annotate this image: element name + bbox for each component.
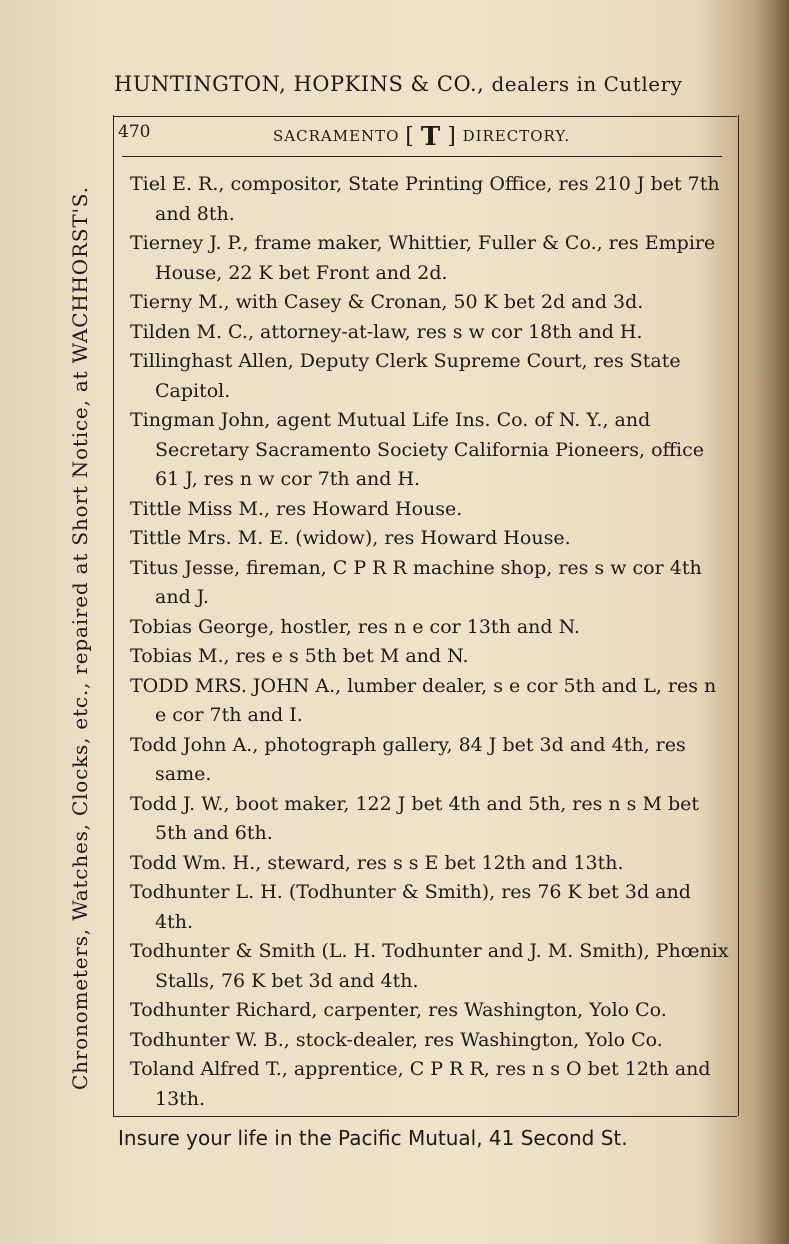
list-item: Tilden M. C., attorney-at-law, res s w cor 18th and H. — [130, 320, 643, 343]
directory-title: SACRAMENTO [ T ] DIRECTORY. — [273, 122, 571, 152]
list-item: Tiel E. R., compositor, State Printing Office, res 210 J bet 7th and 8th. — [130, 173, 720, 225]
header-rule — [122, 156, 722, 157]
list-item: Tobias M., res e s 5th bet M and N. — [130, 645, 469, 667]
list-item: TODD MRS. JOHN A., lumber dealer, s e cor 5th and L, res n e cor 7th and I. — [130, 674, 717, 726]
page-number: 470 — [118, 122, 151, 142]
top-rule — [113, 116, 737, 117]
list-item: Titus Jesse, fireman, C P R R machine shop, res s w cor 4th and J. — [130, 556, 702, 608]
directory-label: DIRECTORY. — [462, 127, 571, 145]
list-item: Todhunter & Smith (L. H. Todhunter and J. M. Smith), Phœnix Stalls, 76 K bet 3d and 4th. — [130, 940, 729, 992]
list-item: Toland Alfred T., apprentice, C P R R, res n s O bet 12th and 13th. — [130, 1058, 711, 1110]
list-item: Tierney J. P., frame maker, Whittier, Fuller & Co., res Empire House, 22 K bet Front and 2d. — [130, 232, 716, 284]
directory-entries — [130, 170, 730, 1114]
list-item: Tobias George, hostler, res n e cor 13th and N. — [130, 615, 581, 638]
list-item: Tittle Miss M., res Howard House. — [130, 497, 463, 520]
advertiser-tagline: dealers in Cutlery — [491, 72, 683, 96]
list-item: Todd John A., photograph gallery, 84 J bet 3d and 4th, res same. — [130, 733, 686, 785]
footer-advertisement: Insure your life in the Pacific Mutual, 41 Second St. — [118, 1126, 628, 1150]
list-item: Todhunter Richard, carpenter, res Washington, Yolo Co. — [130, 999, 667, 1021]
city-name: SACRAMENTO — [273, 127, 400, 145]
list-item: Tingman John, agent Mutual Life Ins. Co. of N. Y., and Secretary Sacramento Society California Pioneers, office 61 J, res n w cor 7th and H. — [130, 409, 704, 490]
list-item: Todhunter L. H. (Todhunter & Smith), res 76 K bet 3d and 4th. — [130, 881, 691, 933]
list-item: Tierny M., with Casey & Cronan, 50 K bet 2d and 3d. — [130, 291, 644, 313]
bottom-rule — [113, 1116, 737, 1117]
side-advertisement: Chronometers, Watches, Clocks, etc., repaired at Short Notice, at WACHHORST'S. — [68, 186, 92, 1090]
section-letter: T — [420, 122, 442, 152]
running-head — [118, 122, 718, 152]
list-item: Tittle Mrs. M. E. (widow), res Howard House. — [130, 527, 571, 549]
list-item: Todd Wm. H., steward, res s s E bet 12th and 13th. — [130, 851, 624, 874]
advertiser-name: HUNTINGTON, HOPKINS & CO., — [114, 72, 485, 96]
list-item: Tillinghast Allen, Deputy Clerk Supreme Court, res State Capitol. — [130, 350, 681, 402]
list-item: Todhunter W. B., stock-dealer, res Washington, Yolo Co. — [130, 1028, 663, 1051]
advertiser-header — [114, 72, 744, 96]
list-item: Todd J. W., boot maker, 122 J bet 4th and 5th, res n s M bet 5th and 6th. — [130, 792, 700, 844]
